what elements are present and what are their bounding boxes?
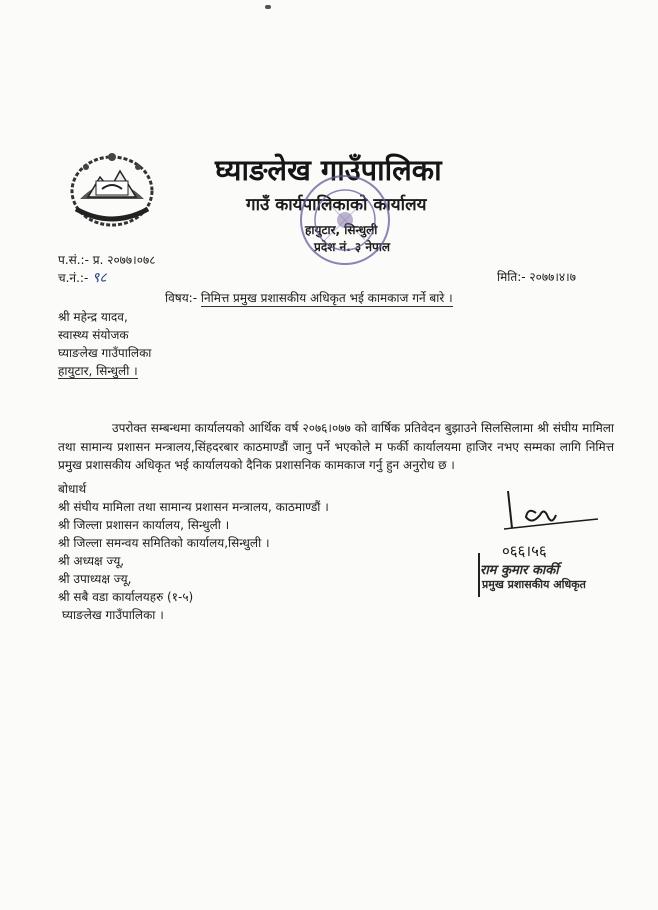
office-subtitle: गाउँ कार्यपालिकाको कार्यालय — [246, 195, 427, 215]
recipient-title: स्वास्थ्य संयोजक — [58, 328, 129, 342]
office-stamp-icon — [295, 170, 395, 270]
cc-item: श्री जिल्ला समन्वय समितिको कार्यालय,सिन्धुली । — [58, 536, 270, 550]
cc-item: श्री संघीय मामिला तथा सामान्य प्रशासन मन्त्रालय, काठमाण्डौं । — [58, 500, 329, 514]
cc-item: श्री अध्यक्ष ज्यू, — [58, 554, 125, 568]
recipient-org: घ्याङलेख गाउँपालिका — [58, 346, 152, 360]
cc-label: बोधार्थ — [58, 482, 87, 496]
cc-item: श्री उपाध्यक्ष ज्यू, — [58, 572, 132, 586]
dispatch-number: ९८ — [92, 270, 107, 286]
office-address-line1: हायुटार, सिन्धुली — [305, 223, 378, 237]
signatory-name: राम कुमार कार्की — [480, 563, 559, 578]
cc-item: श्री सबै वडा कार्यालयहरु (१-५) — [58, 590, 194, 604]
letter-body: उपरोक्त सम्बन्धमा कार्यालयको आर्थिक वर्ष २०७६।०७७ को वार्षिक प्रतिवेदन बुझाउने सिलसिलामा श्री संघीय मामिला तथा सामान्य प्रशासन मन्त्रालय,सिंहदरबार काठमाण्डौं जानु पर्ने भएकोले म फर्की कार्यालयमा हाजिर नभए सम्मका लागि निमित्त प्रमुख प्रशासकीय अधिकृत भई कार्यालयको दैनिक प्रशासनिक कामकाज गर्नु हुन अनुरोध छ । — [58, 421, 614, 472]
recipient-name: श्री महेन्द्र यादव, — [58, 310, 128, 324]
subject-label: विषय:- — [165, 291, 198, 305]
subject-line — [165, 289, 453, 306]
signatory-title: प्रमुख प्रशासकीय अधिकृत — [482, 578, 586, 591]
dispatch-label: च.नं.:- — [58, 271, 89, 285]
recipient-address-text: हायुटार, सिन्धुली । — [58, 364, 138, 378]
nepal-emblem-icon — [66, 147, 158, 229]
office-address-line2: प्रदेश नं. ३ नेपाल — [314, 240, 391, 254]
signature-scribble: ०६६।५६ — [502, 542, 547, 560]
office-name: घ्याङलेख गाउँपालिका — [215, 153, 442, 187]
cc-item: घ्याङलेख गाउँपालिका । — [62, 608, 164, 622]
cc-item: श्री जिल्ला प्रशासन कार्यालय, सिन्धुली । — [58, 518, 230, 532]
recipient-address — [58, 362, 138, 379]
subject-text: निमित्त प्रमुख प्रशासकीय अधिकृत भई कामकाज गर्ने बारे । — [200, 291, 453, 305]
dispatch-number-row — [58, 268, 107, 287]
reference-number: प.सं.:- प्र. २०७७।०७८ — [58, 253, 156, 267]
scan-speck — [265, 5, 271, 9]
letter-date: मिति:- २०७७।४।७ — [497, 270, 576, 284]
